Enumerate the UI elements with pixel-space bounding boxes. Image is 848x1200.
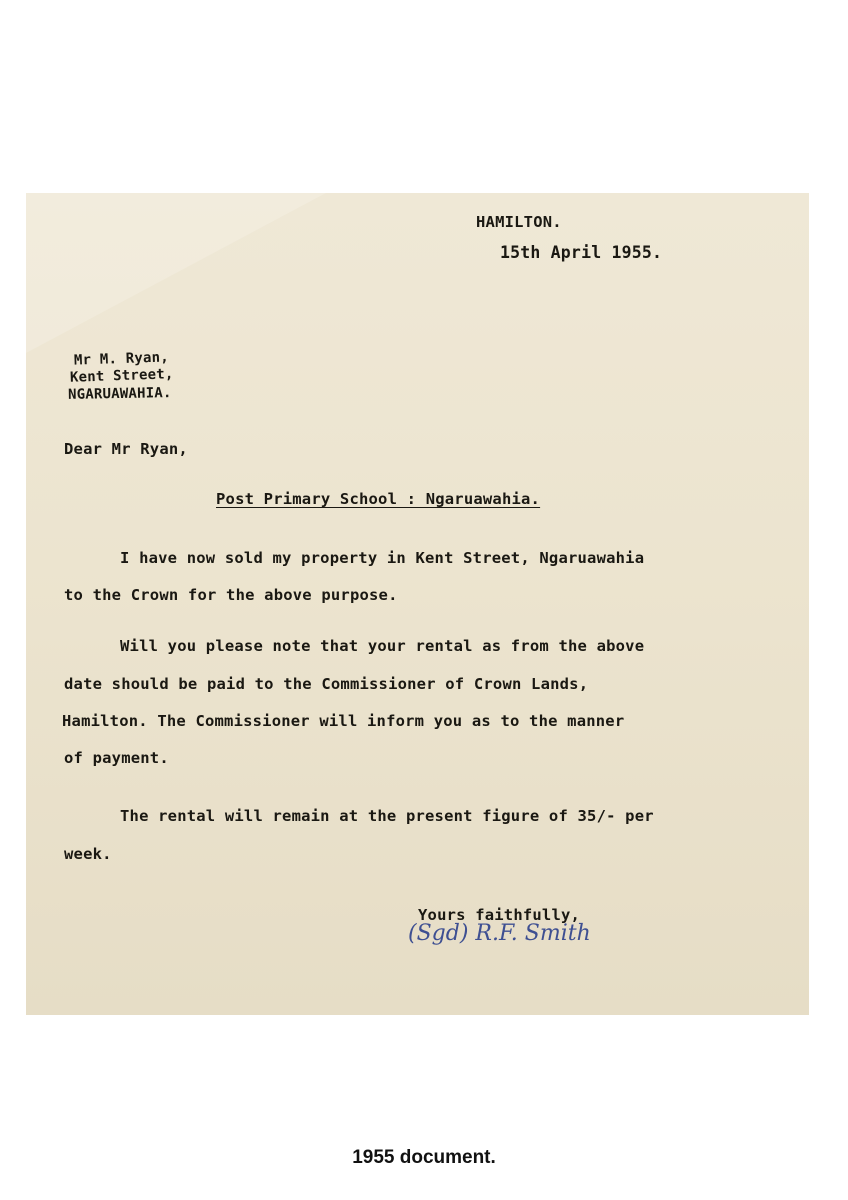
paragraph2-line1: Will you please note that your rental as from the above [120, 637, 645, 655]
subject-line: Post Primary School : Ngaruawahia. [216, 490, 541, 508]
addressee-name: Mr M. Ryan, [73, 349, 170, 369]
paragraph1-line1: I have now sold my property in Kent Street, Ngaruawahia [120, 549, 645, 567]
caption: 1955 document. [352, 1147, 496, 1168]
paragraph3-line2: week. [64, 845, 112, 863]
paragraph3-line1: The rental will remain at the present figure of 35/- per [120, 807, 654, 825]
addressee-street: Kent Street, [69, 366, 174, 386]
letter-scan [26, 193, 809, 1015]
paragraph1-line2: to the Crown for the above purpose. [64, 586, 398, 604]
addressee-town: NGARUAWAHIA. [67, 385, 172, 403]
paragraph2-line4: of payment. [64, 749, 169, 767]
paragraph2-line3: Hamilton. The Commissioner will inform you as to the manner [62, 712, 625, 730]
letter-place: HAMILTON. [476, 213, 562, 231]
paper-fold-shadow [26, 193, 326, 353]
handwritten-signature: (Sgd) R.F. Smith [408, 921, 591, 946]
paragraph2-line2: date should be paid to the Commissioner of Crown Lands, [64, 675, 589, 693]
closing: Yours faithfully, [418, 906, 581, 924]
salutation: Dear Mr Ryan, [64, 440, 188, 458]
letter-date: 15th April 1955. [500, 243, 663, 262]
